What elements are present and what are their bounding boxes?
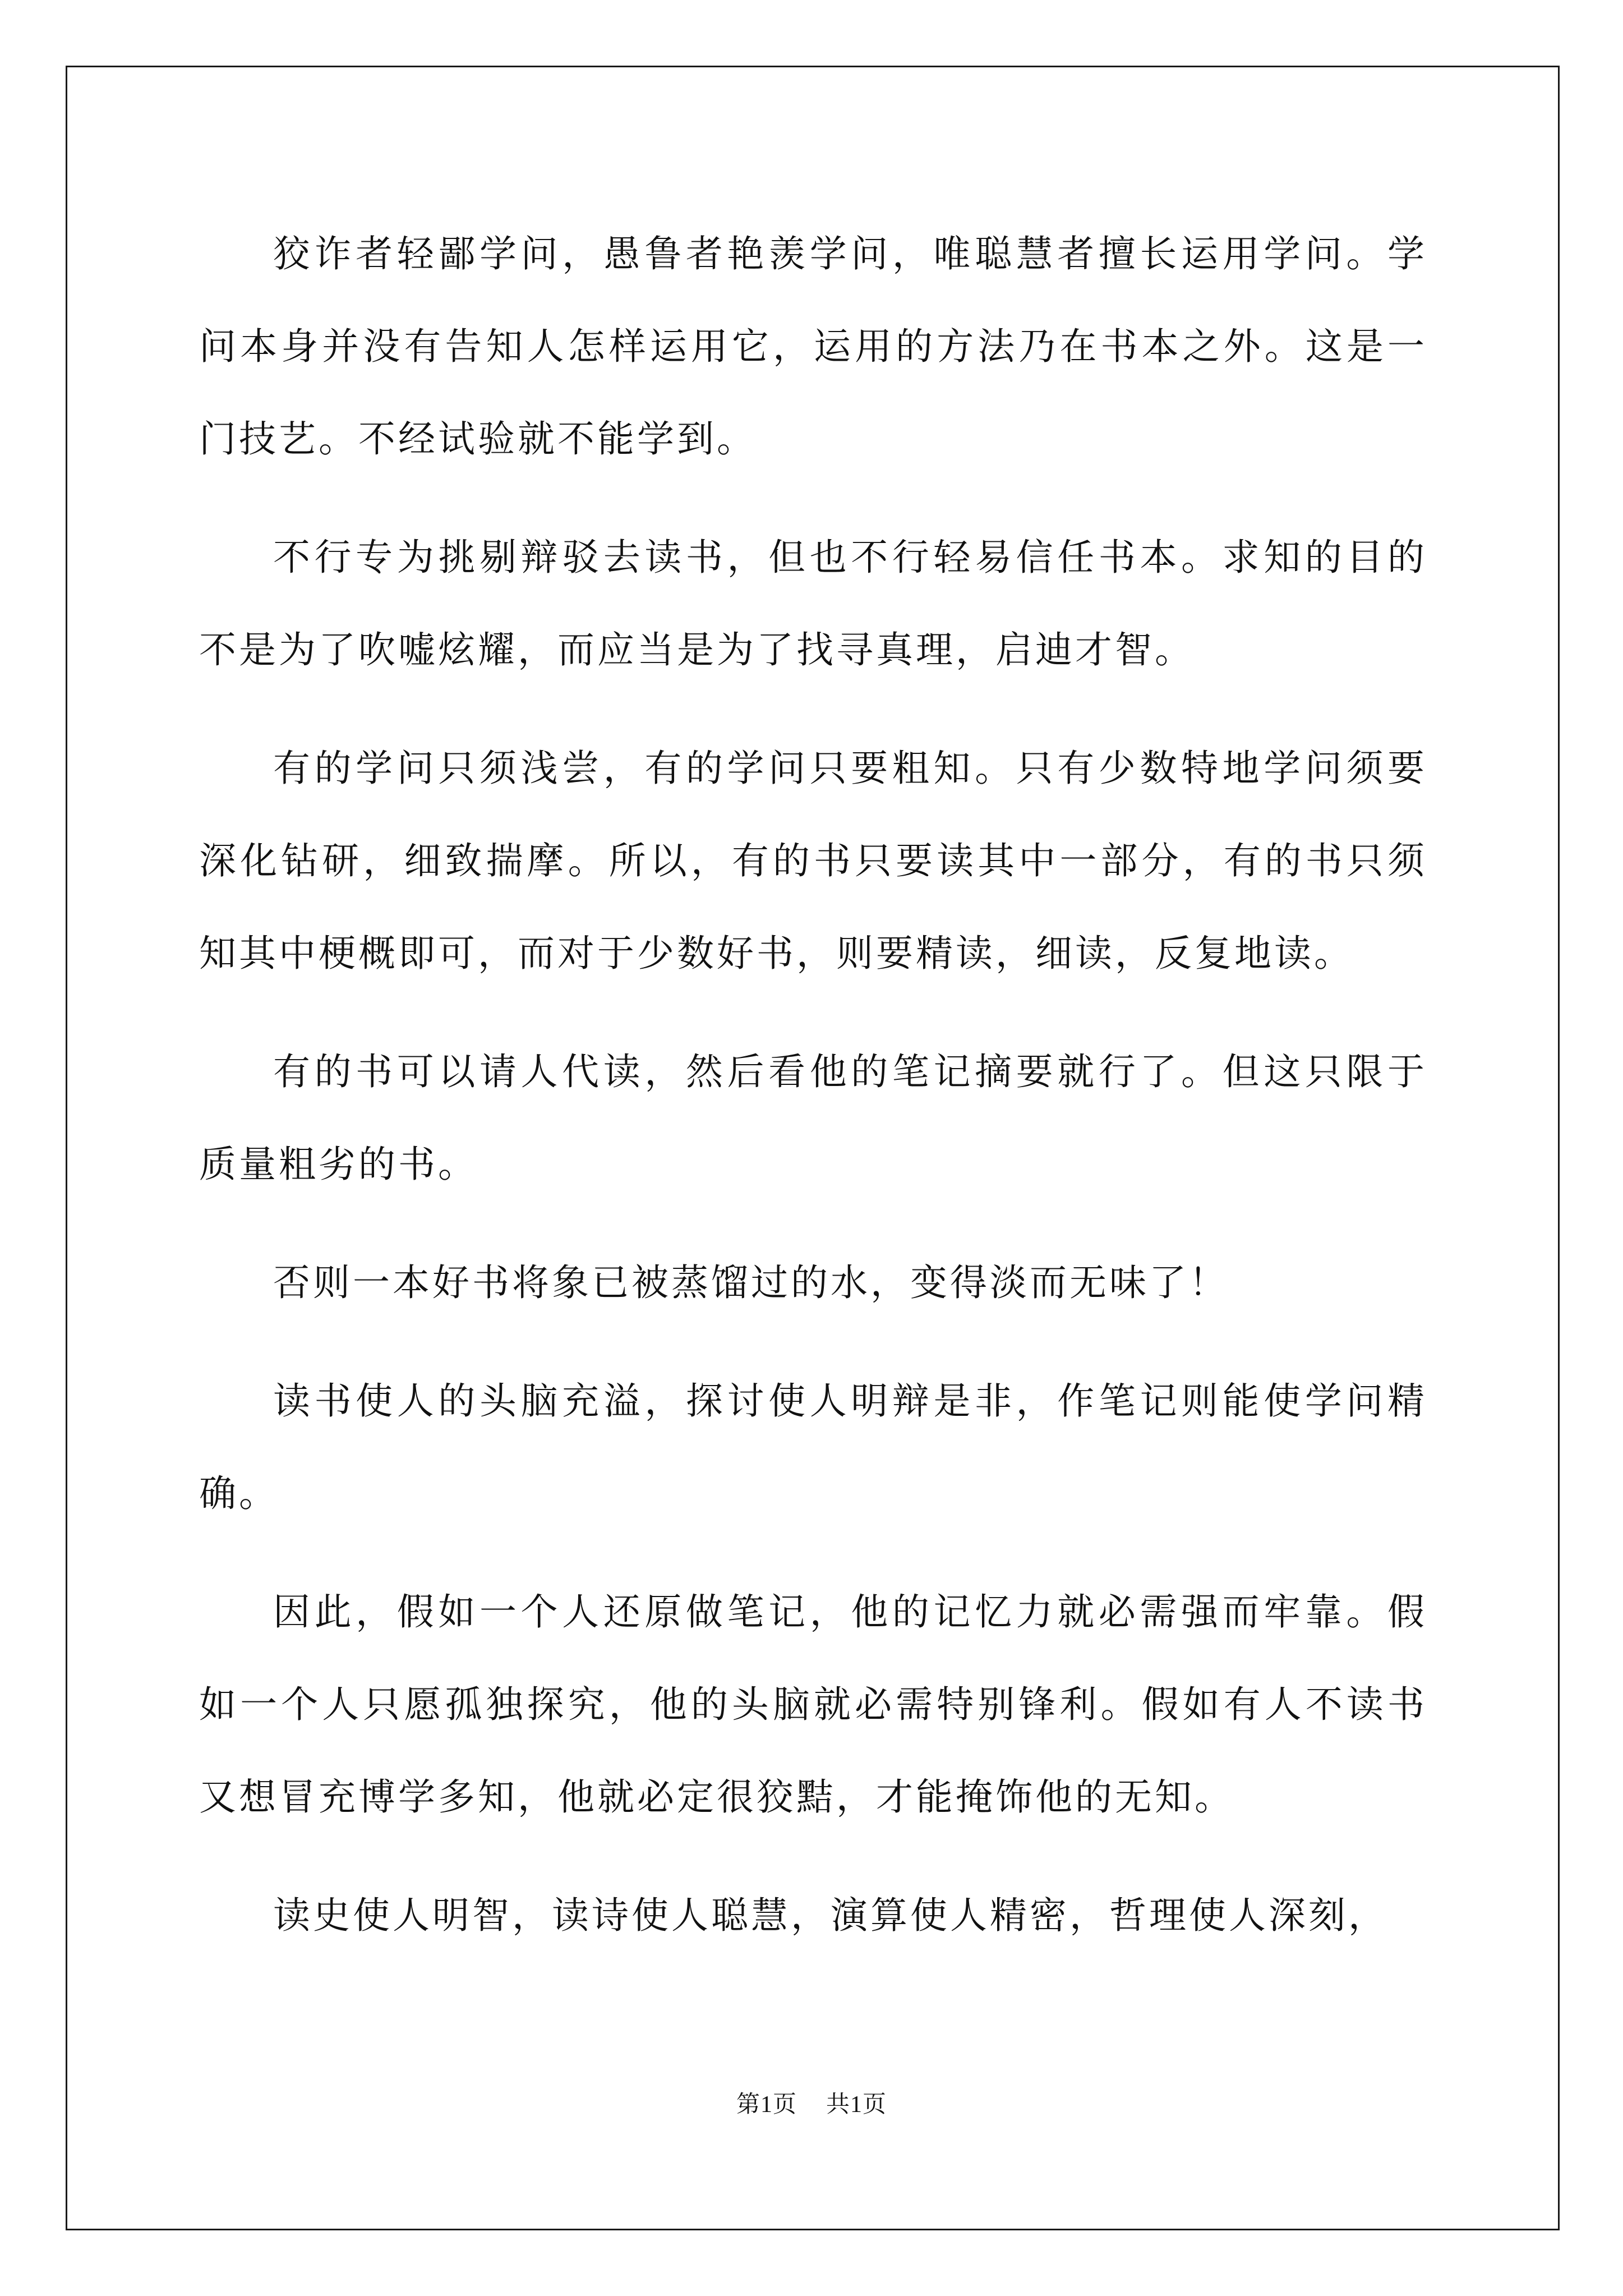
paragraph: 有的书可以请人代读，然后看他的笔记摘要就行了。但这只限于质量粗劣的书。 <box>199 1050 1427 1186</box>
paragraph: 狡诈者轻鄙学问，愚鲁者艳羡学问，唯聪慧者擅长运用学问。学问本身并没有告知人怎样运用它，运用的方法乃在书本之外。这是一门技艺。不经试验就不能学到。 <box>199 232 1427 461</box>
page-total: 共1页 <box>826 2092 887 2118</box>
paragraph: 不行专为挑剔辩驳去读书，但也不行轻易信任书本。求知的目的不是为了吹嘘炫耀，而应当是为了找寻真理，启迪才智。 <box>199 536 1427 671</box>
page-footer <box>0 2086 1623 2119</box>
paragraph: 读书使人的头脑充溢，探讨使人明辩是非，作笔记则能使学问精确。 <box>199 1379 1427 1515</box>
paragraph: 读史使人明智，读诗使人聪慧，演算使人精密，哲理使人深刻， <box>273 1894 1388 1937</box>
paragraph: 有的学问只须浅尝，有的学问只要粗知。只有少数特地学问须要深化钻研，细致揣摩。所以，有的书只要读其中一部分，有的书只须知其中梗概即可，而对于少数好书，则要精读，细读，反复地读。 <box>199 747 1427 975</box>
paragraph: 否则一本好书将象已被蒸馏过的水，变得淡而无味了！ <box>273 1261 1229 1304</box>
paragraph: 因此，假如一个人还原做笔记，他的记忆力就必需强而牢靠。假如一个人只愿孤独探究，他的头脑就必需特别锋利。假如有人不读书又想冒充博学多知，他就必定很狡黠，才能掩饰他的无知。 <box>199 1590 1427 1819</box>
page-number: 第1页 <box>736 2092 797 2118</box>
document-body <box>199 208 1427 1987</box>
